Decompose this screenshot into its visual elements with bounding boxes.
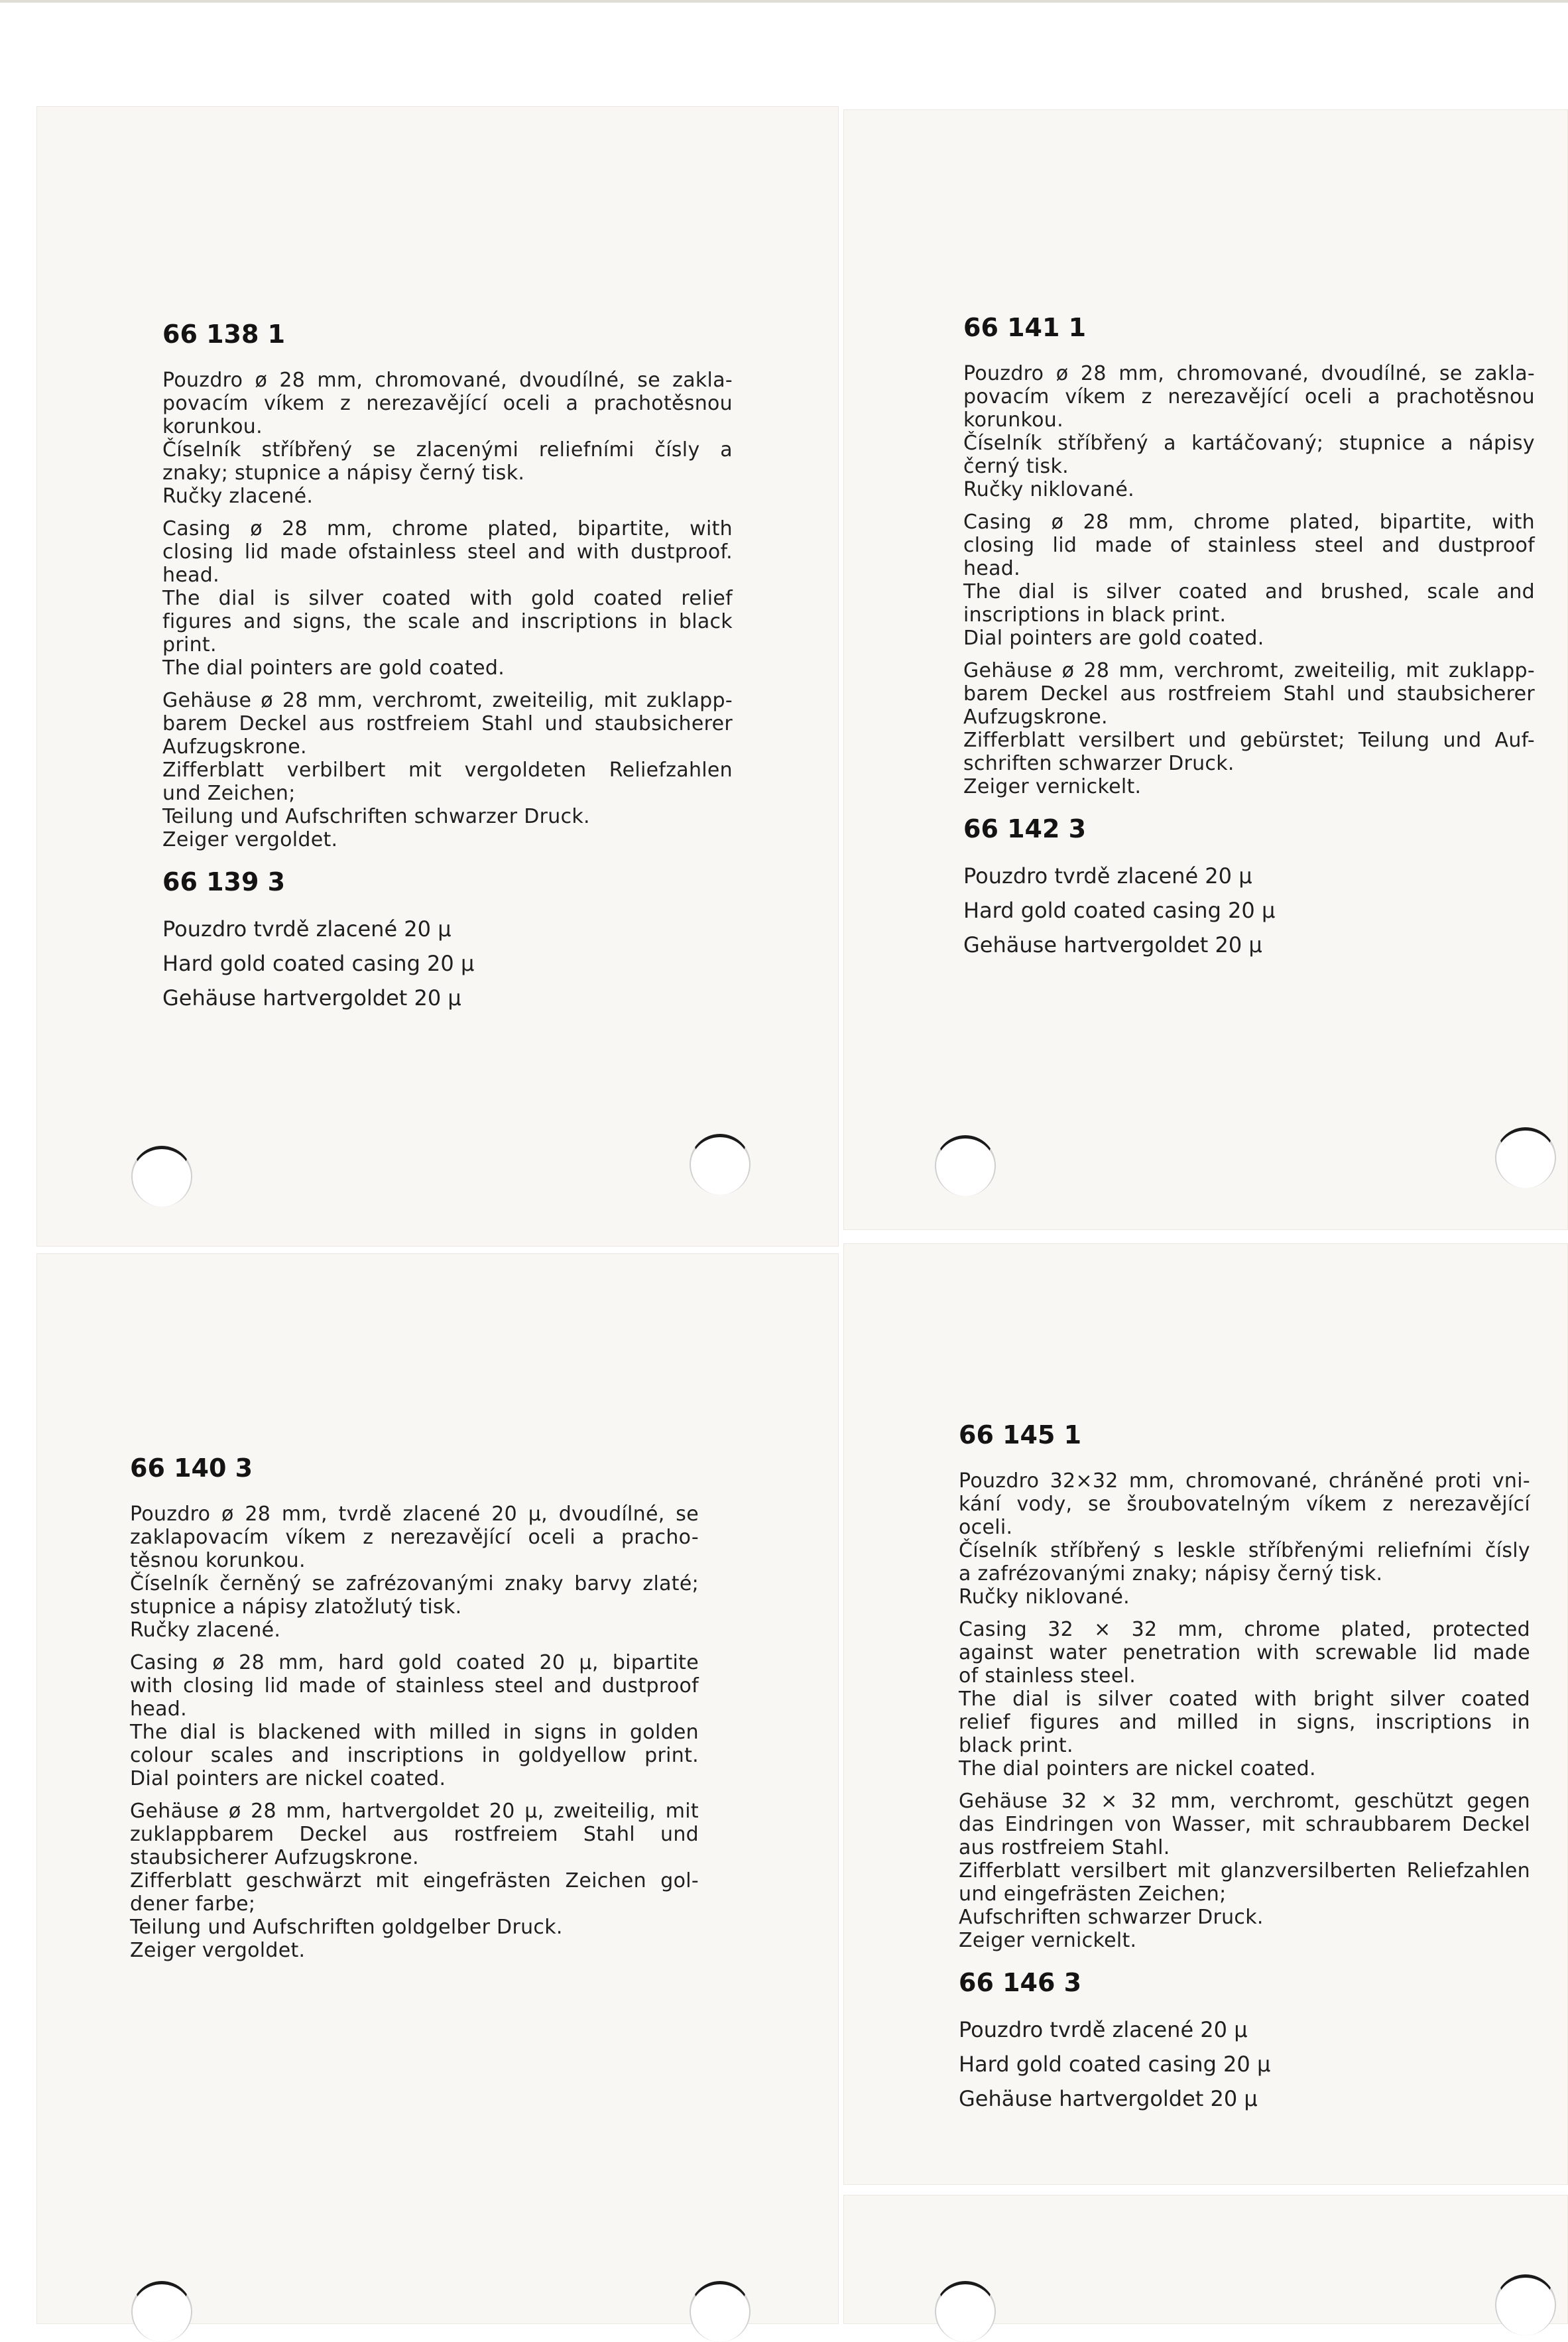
text-line: closing lid made ofstainless steel and with dustproof. [162,540,733,564]
text-line: staubsicherer Aufzugskrone. [130,1846,419,1869]
variant-line: Gehäuse hartvergoldet 20 µ [162,985,461,1011]
description-german [959,1790,1530,1952]
text-line: Zeiger vergoldet. [130,1939,306,1962]
description-german [963,659,1535,798]
text-line: Casing ø 28 mm, hard gold coated 20 µ, bipartite [130,1651,699,1674]
text-line: und Zeichen; [162,782,296,805]
description-german [130,1800,699,1962]
text-line: with closing lid made of stainless steel and dustproof [130,1674,699,1697]
text-line: korunkou. [963,408,1063,432]
card-content [959,1420,1530,2121]
text-line: Číselník stříbřený se zlacenými reliefními čísly a [162,438,733,462]
variant-line: Pouzdro tvrdě zlacené 20 µ [959,2017,1248,2042]
card-content [130,1453,699,1971]
text-line: of stainless steel. [959,1664,1136,1688]
text-line: Pouzdro ø 28 mm, chromované, dvoudílné, se zakla- [162,369,733,392]
text-line: stupnice a nápisy zlatožlutý tisk. [130,1595,462,1619]
punch-hole [690,1134,751,1195]
text-line: Aufschriften schwarzer Druck. [959,1906,1264,1929]
text-line: Gehäuse ø 28 mm, hartvergoldet 20 µ, zweiteilig, mit [130,1800,699,1823]
text-line: Teilung und Aufschriften goldgelber Druck. [130,1916,563,1939]
text-line: Ručky niklované. [959,1585,1130,1609]
text-line: Ručky zlacené. [162,485,314,508]
text-line: Číselník stříbřený a kartáčovaný; stupnice a nápisy [963,432,1535,455]
variant-line: Gehäuse hartvergoldet 20 µ [963,932,1262,957]
text-line: The dial is blackened with milled in signs in golden [130,1721,699,1744]
text-line: Zeiger vernickelt. [959,1929,1137,1952]
text-line: inscriptions in black print. [963,603,1227,627]
text-line: Ručky niklované. [963,478,1134,501]
description-english [959,1618,1530,1780]
text-line: Dial pointers are nickel coated. [130,1767,446,1790]
text-line: colour scales and inscriptions in goldyellow print. [130,1744,699,1767]
text-line: Zifferblatt geschwärzt mit eingefrästen Zeichen gol- [130,1869,699,1892]
variant-line: Hard gold coated casing 20 µ [959,2052,1271,2077]
text-line: Aufzugskrone. [162,735,307,759]
variant-line: Pouzdro tvrdě zlacené 20 µ [963,863,1252,889]
description-english [130,1651,699,1790]
text-line: Casing ø 28 mm, chrome plated, bipartite, with [162,517,733,540]
text-line: a zafrézovanými znaky; nápisy černý tisk. [959,1562,1383,1585]
text-line: und eingefrästen Zeichen; [959,1882,1227,1906]
product-code: 66 145 1 [959,1420,1082,1449]
text-line: closing lid made of stainless steel and dustproof [963,534,1535,557]
text-line: print. [162,633,217,656]
text-line: Zeiger vernickelt. [963,775,1142,798]
text-line: dener farbe; [130,1892,256,1916]
text-line: těsnou korunkou. [130,1549,306,1572]
text-line: Zifferblatt verbilbert mit vergoldeten Reliefzahlen [162,759,733,782]
variant-line: Gehäuse hartvergoldet 20 µ [959,2086,1258,2111]
text-line: Gehäuse 32 × 32 mm, verchromt, geschützt gegen [959,1790,1530,1813]
product-code: 66 141 1 [963,313,1087,342]
product-code: 66 140 3 [130,1453,253,1483]
text-line: povacím víkem z nerezavějící oceli a prachotěsnou [162,392,733,415]
description-english [162,517,733,680]
product-code: 66 138 1 [162,320,286,349]
description-german [162,689,733,851]
text-line: Gehäuse ø 28 mm, verchromt, zweiteilig, mit zuklapp- [162,689,733,712]
text-line: relief figures and milled in signs, inscriptions in [959,1711,1530,1734]
text-line: Pouzdro ø 28 mm, chromované, dvoudílné, se zakla- [963,362,1535,385]
text-line: zuklappbarem Deckel aus rostfreiem Stahl und [130,1823,699,1846]
text-line: The dial is silver coated with gold coated relief [162,587,733,610]
variant-line: Hard gold coated casing 20 µ [963,898,1276,923]
text-line: Číselník černěný se zafrézovanými znaky barvy zlaté; [130,1572,699,1595]
description-czech [963,362,1535,501]
sub-product-code: 66 146 3 [959,1968,1082,1997]
text-line: Zifferblatt versilbert mit glanzversilberten Reliefzahlen [959,1859,1530,1882]
text-line: Zifferblatt versilbert und gebürstet; Teilung und Auf- [963,729,1535,752]
description-czech [130,1503,699,1642]
scan-top-edge [0,0,1568,3]
text-line: Ručky zlacené. [130,1619,281,1642]
description-czech [959,1469,1530,1609]
punch-hole [1495,2274,1556,2335]
text-line: Casing ø 28 mm, chrome plated, bipartite, with [963,511,1535,534]
text-line: The dial pointers are nickel coated. [959,1757,1316,1780]
text-line: barem Deckel aus rostfreiem Stahl und staubsicherer [963,682,1535,706]
text-line: head. [963,557,1020,580]
text-line: korunkou. [162,415,263,438]
text-line: Dial pointers are gold coated. [963,627,1264,650]
variant-line: Hard gold coated casing 20 µ [162,951,475,976]
punch-hole [131,1146,192,1207]
description-english [963,511,1535,650]
text-line: oceli. [959,1516,1013,1539]
punch-hole [935,1135,996,1196]
text-line: das Eindringen von Wasser, mit schraubbarem Deckel [959,1813,1530,1836]
text-line: Casing 32 × 32 mm, chrome plated, protected [959,1618,1530,1641]
text-line: Pouzdro 32×32 mm, chromované, chráněné proti vni- [959,1469,1530,1493]
text-line: against water penetration with screwable lid made [959,1641,1530,1664]
text-line: Pouzdro ø 28 mm, tvrdě zlacené 20 µ, dvoudílné, se [130,1503,699,1526]
text-line: povacím víkem z nerezavějící oceli a prachotěsnou [963,385,1535,408]
text-line: Číselník stříbřený s leskle stříbřenými reliefními čísly [959,1539,1530,1562]
text-line: kání vody, se šroubovatelným víkem z nerezavějící [959,1493,1530,1516]
card-content [963,313,1535,967]
text-line: schriften schwarzer Druck. [963,752,1235,775]
text-line: znaky; stupnice a nápisy černý tisk. [162,462,525,485]
card-content [162,320,733,1020]
text-line: zaklapovacím víkem z nerezavějící oceli a pracho- [130,1526,699,1549]
sub-product-code: 66 142 3 [963,814,1087,843]
punch-hole [131,2281,192,2342]
text-line: Gehäuse ø 28 mm, verchromt, zweiteilig, mit zuklapp- [963,659,1535,682]
variant-line: Pouzdro tvrdě zlacené 20 µ [162,916,452,942]
text-line: The dial is silver coated with bright silver coated [959,1688,1530,1711]
description-czech [162,369,733,508]
text-line: head. [162,564,219,587]
text-line: figures and signs, the scale and inscriptions in black [162,610,733,633]
text-line: aus rostfreiem Stahl. [959,1836,1170,1859]
sub-product-code: 66 139 3 [162,867,286,896]
punch-hole [1495,1127,1556,1188]
punch-hole [935,2281,996,2342]
text-line: Aufzugskrone. [963,706,1108,729]
text-line: Teilung und Aufschriften schwarzer Druck. [162,805,590,828]
punch-hole [690,2281,751,2342]
text-line: The dial is silver coated and brushed, scale and [963,580,1535,603]
text-line: The dial pointers are gold coated. [162,656,505,680]
text-line: Zeiger vergoldet. [162,828,338,851]
text-line: black print. [959,1734,1073,1757]
text-line: head. [130,1697,187,1721]
text-line: barem Deckel aus rostfreiem Stahl und staubsicherer [162,712,733,735]
text-line: černý tisk. [963,455,1069,478]
